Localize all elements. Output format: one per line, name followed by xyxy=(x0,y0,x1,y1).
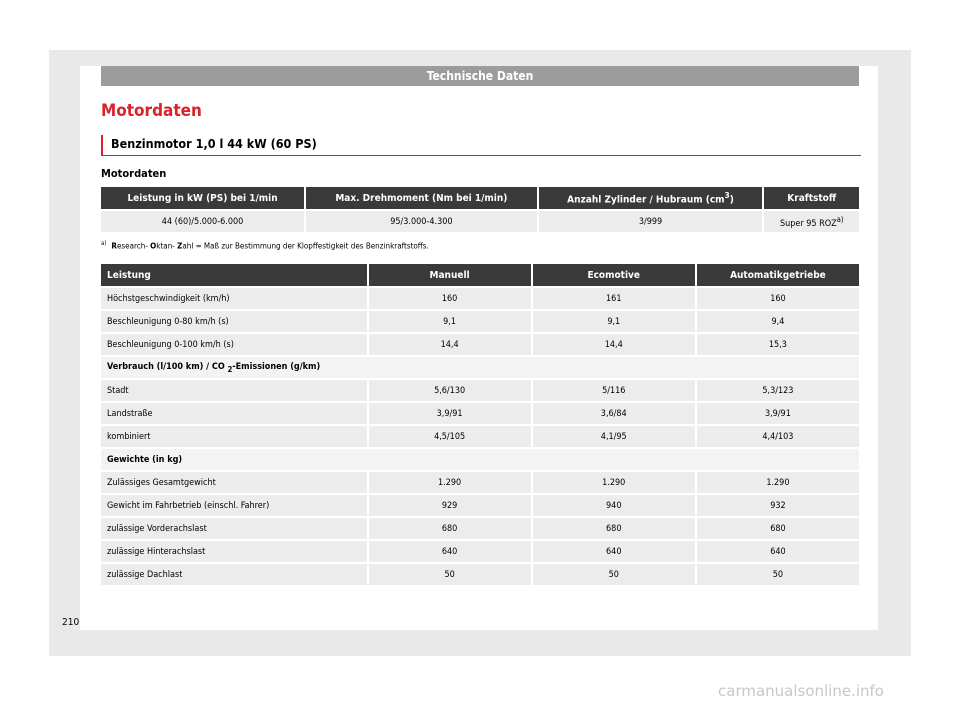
table-cell: zulässige Vorderachslast xyxy=(101,518,367,539)
table-cell: 680 xyxy=(533,518,695,539)
page-title: Motordaten xyxy=(101,101,202,121)
group-text: -Emissionen (g/km) xyxy=(232,361,321,372)
table-cell: 929 xyxy=(369,495,531,516)
performance-table xyxy=(99,262,861,587)
engine-subtitle: Benzinmotor 1,0 l 44 kW (60 PS) xyxy=(111,136,317,151)
table-row xyxy=(101,334,859,355)
table-cell: 5,6/130 xyxy=(369,380,531,401)
group-heading xyxy=(101,449,859,470)
table-cell: 640 xyxy=(533,541,695,562)
table-cell: 50 xyxy=(697,564,859,585)
table-cell: 95/3.000-4.300 xyxy=(306,211,537,232)
table-cell: Zulässiges Gesamtgewicht xyxy=(101,472,367,493)
table-cell: 3,6/84 xyxy=(533,403,695,424)
engine-data-table xyxy=(99,185,861,234)
footnote-text: ktan- xyxy=(156,241,178,251)
table-cell: 9,1 xyxy=(533,311,695,332)
table-cell: 15,3 xyxy=(697,334,859,355)
footnote-bold: R xyxy=(111,241,117,251)
chapter-header: Technische Daten xyxy=(101,66,859,86)
footnote-text: esearch- xyxy=(116,241,151,251)
table-cell: 160 xyxy=(697,288,859,309)
table-row xyxy=(101,288,859,309)
column-header: Max. Drehmoment (Nm bei 1/min) xyxy=(306,187,537,209)
table-row xyxy=(101,564,859,585)
table-cell: kombiniert xyxy=(101,426,367,447)
table-row xyxy=(101,426,859,447)
table-cell: 3/999 xyxy=(539,211,763,232)
page-number: 210 xyxy=(62,617,80,628)
watermark: carmanualsonline.info xyxy=(718,682,884,700)
table-cell: Beschleunigung 0-100 km/h (s) xyxy=(101,334,367,355)
table-row xyxy=(101,403,859,424)
table-cell: 14,4 xyxy=(533,334,695,355)
footnote-ref: a) xyxy=(836,214,844,224)
table-cell: 1.290 xyxy=(697,472,859,493)
table-cell: 14,4 xyxy=(369,334,531,355)
footnote-text: ahl = Maß zur Bestimmung der Klopffestigkeit des Benzinkraftstoffs. xyxy=(182,241,429,251)
table-header-row xyxy=(101,264,859,286)
table-cell: 5/116 xyxy=(533,380,695,401)
table-cell: 4,1/95 xyxy=(533,426,695,447)
header-text: Anzahl Zylinder / Hubraum (cm xyxy=(567,194,725,206)
column-header: Leistung in kW (PS) bei 1/min xyxy=(101,187,304,209)
table-cell: 932 xyxy=(697,495,859,516)
table-cell: 680 xyxy=(369,518,531,539)
table-row xyxy=(101,311,859,332)
table-row xyxy=(101,472,859,493)
group-text: Gewichte (in kg) xyxy=(107,454,183,465)
table-cell: 50 xyxy=(533,564,695,585)
table-cell: 680 xyxy=(697,518,859,539)
table-cell: 9,4 xyxy=(697,311,859,332)
table-cell: zulässige Dachlast xyxy=(101,564,367,585)
table-cell: 161 xyxy=(533,288,695,309)
table-header-row xyxy=(101,187,859,209)
table-cell: 9,1 xyxy=(369,311,531,332)
footnote-bold: O xyxy=(150,241,157,251)
table-cell: 940 xyxy=(533,495,695,516)
footnote xyxy=(101,240,429,251)
subtitle-bar xyxy=(101,135,861,156)
column-header: Ecomotive xyxy=(533,264,695,286)
table-cell: 1.290 xyxy=(533,472,695,493)
table-cell: Gewicht im Fahrbetrieb (einschl. Fahrer) xyxy=(101,495,367,516)
table-row xyxy=(101,541,859,562)
table-cell: Landstraße xyxy=(101,403,367,424)
group-text: Verbrauch (l/100 km) / CO xyxy=(107,361,228,372)
group-row xyxy=(101,449,859,470)
table-cell: zulässige Hinterachslast xyxy=(101,541,367,562)
footnote-marker: a) xyxy=(101,240,107,247)
table-cell: 640 xyxy=(697,541,859,562)
table-cell: 160 xyxy=(369,288,531,309)
cell-text: Super 95 ROZ xyxy=(779,218,837,229)
table-cell: 3,9/91 xyxy=(369,403,531,424)
table-row xyxy=(101,495,859,516)
table-cell: 1.290 xyxy=(369,472,531,493)
column-header: Leistung xyxy=(101,264,367,286)
table-cell: 4,4/103 xyxy=(697,426,859,447)
superscript: 3 xyxy=(724,190,730,201)
table-cell: 3,9/91 xyxy=(697,403,859,424)
footnote-bold: Z xyxy=(177,241,183,251)
table-cell: 4,5/105 xyxy=(369,426,531,447)
column-header: Manuell xyxy=(369,264,531,286)
table-cell: Stadt xyxy=(101,380,367,401)
table-cell: Beschleunigung 0-80 km/h (s) xyxy=(101,311,367,332)
table-row xyxy=(101,380,859,401)
table-cell: 5,3/123 xyxy=(697,380,859,401)
column-header: Automatikgetriebe xyxy=(697,264,859,286)
table-row xyxy=(101,211,859,232)
column-header xyxy=(539,187,763,209)
table-cell: 50 xyxy=(369,564,531,585)
table-cell: Höchstgeschwindigkeit (km/h) xyxy=(101,288,367,309)
table-cell xyxy=(764,211,859,232)
section-label: Motordaten xyxy=(101,167,167,180)
column-header: Kraftstoff xyxy=(764,187,859,209)
group-row xyxy=(101,357,859,378)
table-cell: 640 xyxy=(369,541,531,562)
group-heading xyxy=(101,357,859,378)
header-text-close: ) xyxy=(729,194,734,206)
table-cell: 44 (60)/5.000-6.000 xyxy=(101,211,304,232)
subscript: 2 xyxy=(227,364,233,374)
table-row xyxy=(101,518,859,539)
